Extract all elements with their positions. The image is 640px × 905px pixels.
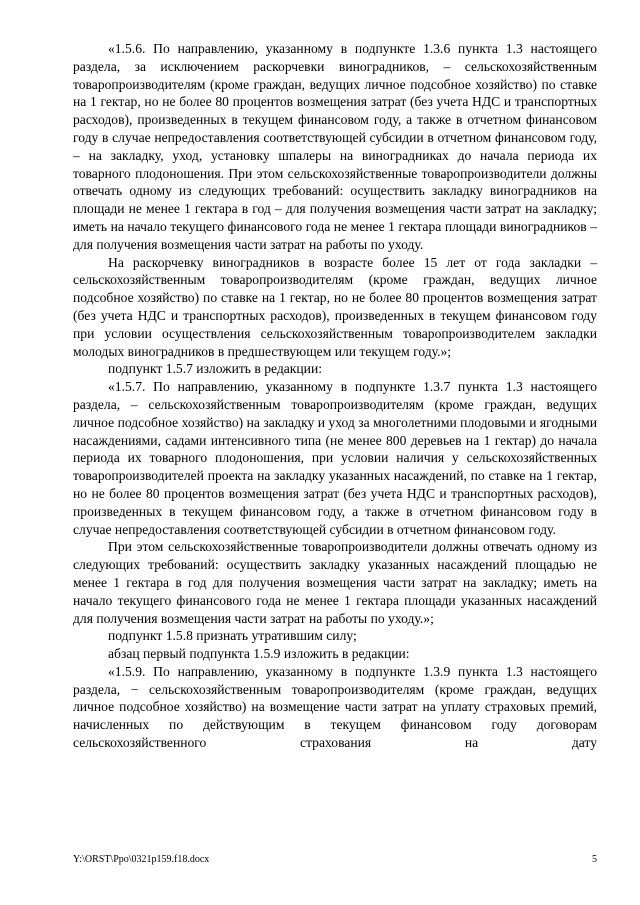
paragraph-1-5-7: «1.5.7. По направлению, указанному в подпункте 1.3.7 пункта 1.3 настоящего раздела, – сельскохозяйственным товаропроизводителям (кроме граждан, ведущих личное подсобное хозяйство) на закладку и уход за многолетними плодовыми и ягодными насаждениями, садами интенсивного типа (не менее 800 деревьев на 1 гектар) до начала периода их товарного плодоношения, при условии наличия у сельскохозяйственных товаропроизводителей проекта на закладку указанных насаждений, по ставке на 1 гектар, но не более 80 процентов возмещения затрат (без учета НДС и транспортных расходов), произведенных в текущем финансовом году, а также в отчетном финансовом году в случае непредоставления соответствующей субсидии в отчетном финансовом году. <box>73 379 597 537</box>
paragraph-1-5-9: «1.5.9. По направлению, указанному в подпункте 1.3.9 пункта 1.3 настоящего раздела, − сельскохозяйственным товаропроизводителям (кроме граждан, ведущих личное подсобное хозяйство) на возмещение части затрат на уплату страховых премий, начисленных по действующим в текущем финансовом году договорам сельскохозяйственного страхования на дату <box>73 663 597 751</box>
document-body <box>73 40 597 752</box>
paragraph-amend-1-5-7: подпункт 1.5.7 изложить в редакции: <box>108 361 323 377</box>
paragraph-amend-1-5-9: абзац первый подпункта 1.5.9 изложить в редакции: <box>108 646 410 662</box>
paragraph-uprooting: На раскорчевку виноградников в возрасте более 15 лет от года закладки – сельскохозяйственным товаропроизводителям (кроме граждан, ведущих личное подсобное хозяйство) по ставке на 1 гектар, но не более 80 процентов возмещения затрат (без учета НДС и транспортных расходов), произведенных в текущем финансовом году при условии осуществления сельскохозяйственным товаропроизводителем закладки молодых виноградников в предшествующем или текущем году.»; <box>73 254 597 359</box>
file-path: Y:\ORST\Ppo\0321p159.f18.docx <box>73 854 210 865</box>
paragraph-1-5-8-void: подпункт 1.5.8 признать утратившим силу; <box>108 628 357 644</box>
page-number: 5 <box>592 854 597 865</box>
paragraph-1-5-6: «1.5.6. По направлению, указанному в подпункте 1.3.6 пункта 1.3 настоящего раздела, за исключением раскорчевки виноградников, – сельскохозяйственным товаропроизводителям (кроме граждан, ведущих личное подсобное хозяйство) по ставке на 1 гектар, но не более 80 процентов возмещения затрат (без учета НДС и транспортных расходов), произведенных в текущем финансовом году, а также в отчетном финансовом году в случае непредоставления соответствующей субсидии в отчетном финансовом году, – на закладку, уход, установку шпалеры на виноградниках до начала периода их товарного плодоношения. При этом сельскохозяйственные товаропроизводители должны отвечать одному из следующих требований: осуществить закладку виноградников на площади не менее 1 гектара в год – для получения возмещения части затрат на закладку; иметь на начало текущего финансового года не менее 1 гектара площади виноградников – для получения возмещения части затрат на работы по уходу. <box>73 41 597 252</box>
page-footer <box>73 854 597 868</box>
paragraph-requirements: При этом сельскохозяйственные товаропроизводители должны отвечать одному из следующих требований: осуществить закладку указанных насаждений площадью не менее 1 гектара в год для получения возмещения части затрат на закладку; иметь на начало текущего финансового года не менее 1 гектара площади указанных насаждений для получения возмещения части затрат на работы по уходу.»; <box>73 539 597 626</box>
